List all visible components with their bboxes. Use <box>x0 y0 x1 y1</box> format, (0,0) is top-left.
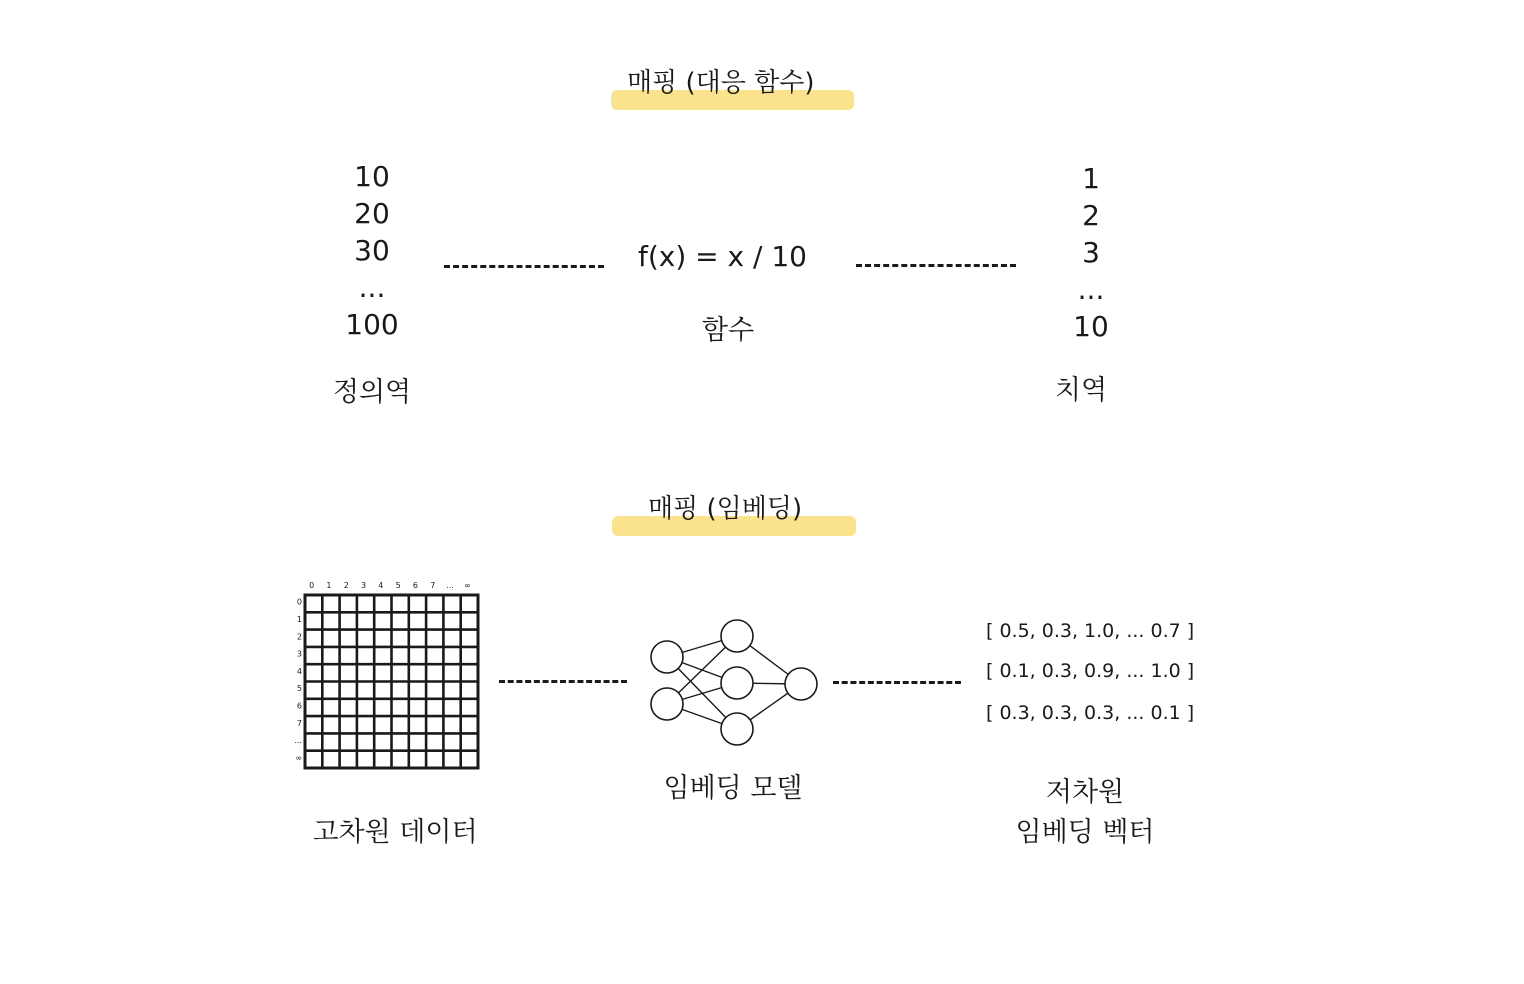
nn-node <box>651 688 683 720</box>
grid-col-label: 4 <box>378 581 384 590</box>
function-formula: f(x) = x / 10 <box>638 240 807 273</box>
grid-row-label: ∞ <box>295 753 302 763</box>
section2-title: 매핑 (임베딩) <box>648 494 803 524</box>
nn-node <box>721 620 753 652</box>
domain-value: 100 <box>345 308 399 341</box>
nn-node <box>721 667 753 699</box>
domain-value: ... <box>358 271 386 304</box>
grid-col-label: ∞ <box>464 581 471 590</box>
output-connector-line <box>833 681 961 684</box>
neural-network-icon <box>640 610 830 755</box>
nn-node <box>721 713 753 745</box>
grid-row-label: 3 <box>296 649 302 659</box>
high-dimensional-grid <box>290 578 490 788</box>
model-label: 임베딩 모델 <box>663 773 803 804</box>
grid-row-label: 2 <box>296 632 302 642</box>
input-connector-line <box>499 680 627 683</box>
domain-label: 정의역 <box>332 377 412 408</box>
domain-values <box>332 158 412 343</box>
grid-row-label: 5 <box>296 684 302 694</box>
nn-node <box>651 641 683 673</box>
grid-row-label: 7 <box>296 718 302 728</box>
grid-col-label: 7 <box>430 581 436 590</box>
grid-row-label: 1 <box>296 614 302 624</box>
grid-row-label: 6 <box>296 701 302 711</box>
range-value: 10 <box>1073 310 1109 343</box>
section1-title: 매핑 (대응 함수) <box>627 68 815 98</box>
nn-node <box>785 668 817 700</box>
domain-connector-line <box>444 265 604 268</box>
range-value: 1 <box>1082 162 1100 195</box>
grid-row-label: 0 <box>296 597 302 607</box>
grid-col-label: 5 <box>395 581 401 590</box>
range-value: 3 <box>1082 236 1100 269</box>
output-label-line2: 임베딩 벡터 <box>1015 817 1155 848</box>
range-values <box>1061 160 1121 345</box>
domain-value: 10 <box>354 160 390 193</box>
grid-row-label: ... <box>294 736 302 746</box>
domain-value: 30 <box>354 234 390 267</box>
range-connector-line <box>856 264 1016 267</box>
grid-col-label: 6 <box>412 581 418 590</box>
input-label: 고차원 데이터 <box>312 817 478 848</box>
grid-col-label: 1 <box>326 581 332 590</box>
embedding-vector: [ 0.3, 0.3, 0.3, ... 0.1 ] <box>986 702 1195 724</box>
grid-col-label: ... <box>446 581 454 590</box>
grid-col-label: 3 <box>361 581 367 590</box>
output-label-line1: 저차원 <box>1045 777 1125 808</box>
embedding-vector: [ 0.1, 0.3, 0.9, ... 1.0 ] <box>986 660 1195 682</box>
grid-col-label: 2 <box>343 581 349 590</box>
grid-col-label: 0 <box>309 581 315 590</box>
embedding-vector: [ 0.5, 0.3, 1.0, ... 0.7 ] <box>986 620 1195 642</box>
range-value: ... <box>1077 273 1105 306</box>
range-label: 치역 <box>1054 375 1108 406</box>
grid-row-label: 4 <box>296 666 302 676</box>
function-label: 함수 <box>701 315 755 346</box>
domain-value: 20 <box>354 197 390 230</box>
range-value: 2 <box>1082 199 1100 232</box>
